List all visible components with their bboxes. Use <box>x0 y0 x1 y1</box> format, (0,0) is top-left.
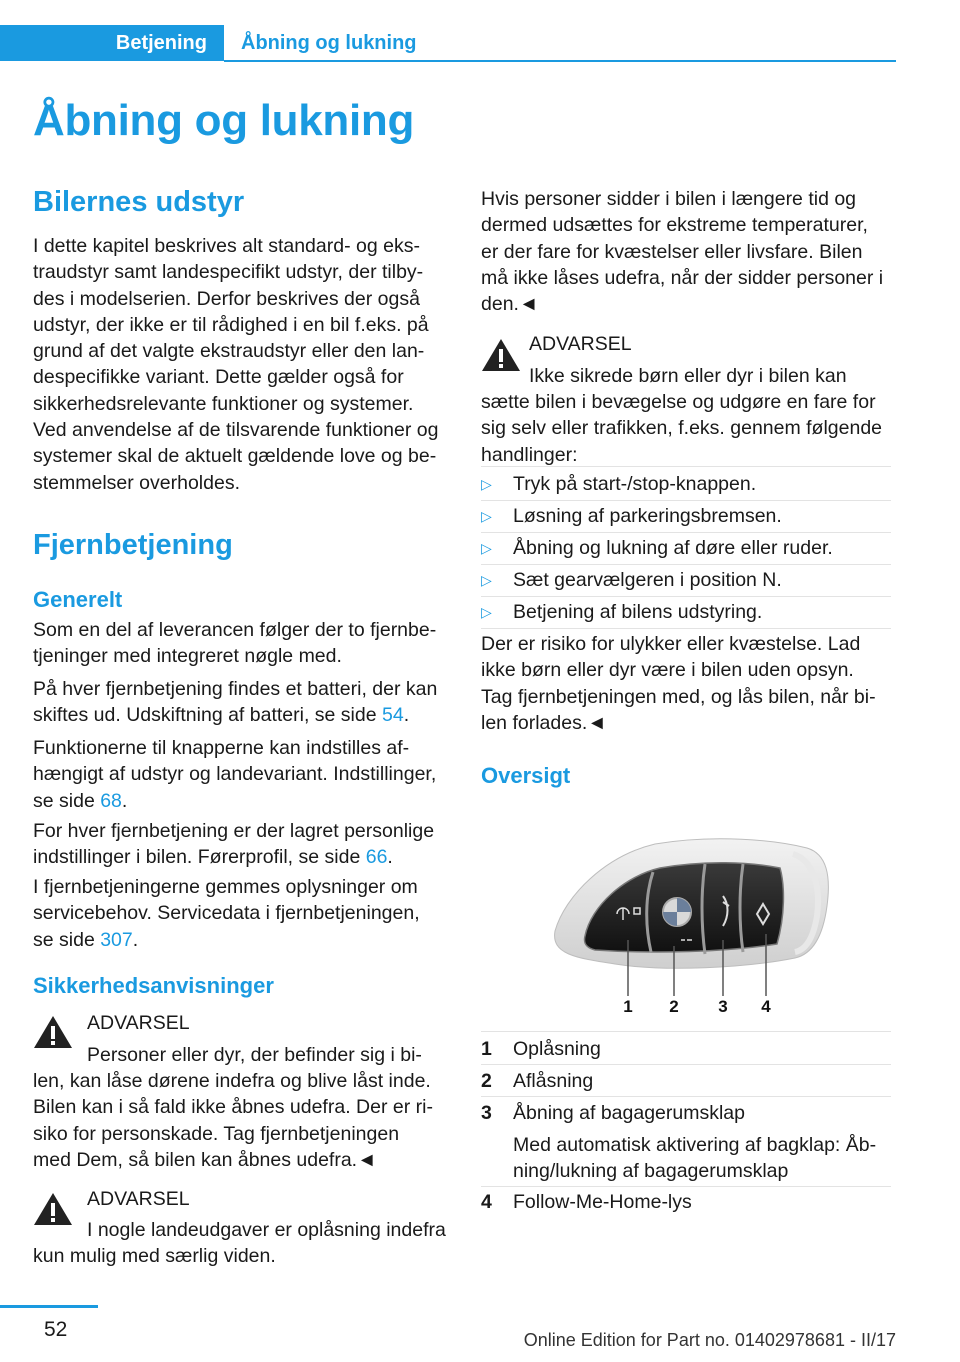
legend-text: Follow-Me-Home-lys <box>513 1191 692 1213</box>
text-span: indstillinger i bilen. Førerprofil, se side <box>33 846 366 869</box>
divider <box>481 532 891 533</box>
divider <box>481 500 891 501</box>
text-line: Funktionerne til knapperne kan indstilles af‐ <box>33 737 410 759</box>
text-line: stemmelser overholdes. <box>33 471 240 494</box>
page-link[interactable]: 66 <box>365 846 388 869</box>
legend-text: Åbning af bagagerumsklap <box>513 1102 745 1124</box>
warning-label: ADVARSEL <box>529 333 632 355</box>
warning-label: ADVARSEL <box>87 1188 190 1210</box>
key-fob-illustration <box>545 836 835 1016</box>
callout-1: 1 <box>623 997 633 1016</box>
text-line: siko for personskade. Tag fjernbetjeningen <box>33 1122 400 1145</box>
triangle-bullet-icon: ▷ <box>481 508 492 524</box>
divider <box>481 1064 891 1065</box>
generelt-p3 <box>33 735 453 814</box>
text-line: despecifikke variant. Dette gælder også for <box>33 366 404 389</box>
text-line: dermed udsættes for ekstreme temperaturer, <box>481 214 868 237</box>
text-line: Der er risiko for ulykker eller kvæstelse. Lad <box>481 633 861 655</box>
text-line: kun mulig med særlig viden. <box>33 1245 276 1267</box>
text-line: des i modelserien. Derfor beskrives der også <box>33 287 420 310</box>
callout-3: 3 <box>718 997 728 1016</box>
legend-text: Aflåsning <box>513 1070 594 1092</box>
divider <box>481 564 891 565</box>
warning-first-line: Ikke sikrede børn eller dyr i bilen kan <box>529 365 847 387</box>
generelt-p2 <box>33 676 453 729</box>
text-line: ikke børn eller dyr være i bilen uden opsyn. <box>481 659 854 682</box>
fjernbetjening-heading: Fjernbetjening <box>33 529 233 561</box>
text-span: se side <box>33 928 101 951</box>
text-line: med Dem, så bilen kan åbnes udefra.◄ <box>33 1148 377 1171</box>
divider <box>481 596 891 597</box>
text-line: len forlades.◄ <box>481 711 607 734</box>
generelt-p1 <box>33 617 453 670</box>
divider <box>481 466 891 467</box>
warning-body <box>481 389 895 468</box>
text-line: udstyr, der ikke er til rådighed i en bil f.eks. på <box>33 313 429 336</box>
legend-number: 2 <box>481 1070 492 1092</box>
page-title: Åbning og lukning <box>33 96 415 145</box>
divider <box>481 1096 891 1097</box>
warning-icon <box>480 336 522 374</box>
text-span: se side <box>33 789 101 812</box>
page-link[interactable]: 68 <box>100 789 122 812</box>
legend-text: ning/lukning af bagagerumsklap <box>513 1160 789 1182</box>
warning-first-line: I nogle landeudgaver er oplåsning indefra <box>87 1219 446 1241</box>
text-line: hængigt af udstyr og landevariant. Indstillinger, <box>33 763 437 786</box>
bilernes-heading: Bilernes udstyr <box>33 186 245 218</box>
divider <box>481 1031 891 1032</box>
callout-4: 4 <box>761 997 771 1016</box>
header-divider <box>224 60 896 62</box>
after-paragraph <box>481 631 901 736</box>
text-line: skiftes ud. Udskiftning af batteri, se side 54. <box>33 704 410 727</box>
warning-body <box>33 1068 453 1173</box>
legend-text: Oplåsning <box>513 1038 601 1060</box>
text-line: indstillinger i bilen. Førerprofil, se side 66. <box>33 846 393 869</box>
generelt-heading: Generelt <box>33 587 123 612</box>
list-item-text: Løsning af parkeringsbremsen. <box>513 505 782 527</box>
oversigt-heading: Oversigt <box>481 763 571 788</box>
legend-number: 3 <box>481 1102 492 1124</box>
text-line: se side 68. <box>33 789 128 812</box>
subsection-tab[interactable]: Åbning og lukning <box>241 31 417 54</box>
edition-note: Online Edition for Part no. 01402978681 - II/17 <box>523 1330 896 1350</box>
text-line: I fjernbetjeningerne gemmes oplysninger om <box>33 876 418 898</box>
triangle-bullet-icon: ▷ <box>481 540 492 556</box>
legend-number: 1 <box>481 1038 492 1060</box>
text-line: len, kan låse dørene indefra og blive låst inde. <box>33 1070 431 1092</box>
text-line: grund af det valgte ekstraudstyr eller den lan‐ <box>33 340 425 363</box>
text-line: den.◄ <box>481 293 539 316</box>
text-line: For hver fjernbetjening er der lagret personlige <box>33 820 435 842</box>
text-line: må ikke låses udefra, når der sidder personer i <box>481 266 884 289</box>
section-tab[interactable]: Betjening <box>0 25 224 61</box>
list-item-text: Betjening af bilens udstyring. <box>513 601 763 623</box>
text-line: Som en del af leverancen følger der to fjernbe‐ <box>33 619 437 641</box>
callout-2: 2 <box>669 997 679 1016</box>
page-number: 52 <box>44 1318 68 1341</box>
text-line: sig selv eller trafikken, f.eks. gennem følgende <box>481 417 883 440</box>
list-item-text: Tryk på start-/stop-knappen. <box>513 473 757 495</box>
continued-paragraph <box>481 186 901 317</box>
warning-icon <box>32 1190 74 1228</box>
triangle-bullet-icon: ▷ <box>481 572 492 588</box>
warning-first-line: Personer eller dyr, der befinder sig i bi‐ <box>87 1044 422 1066</box>
text-line: tjeninger med integreret nøgle med. <box>33 645 342 668</box>
text-line: I dette kapitel beskrives alt standard- og eks‐ <box>33 235 420 257</box>
text-line: Tag fjernbetjeningen med, og lås bilen, når bi‐ <box>481 685 876 708</box>
text-line: Bilen kan i så fald ikke åbnes udefra. Der er ri‐ <box>33 1096 433 1119</box>
footer-rule <box>0 1305 98 1308</box>
text-line: sætte bilen i bevægelse og udgøre en fare for <box>481 391 876 413</box>
text-span: skiftes ud. Udskiftning af batteri, se side <box>33 704 383 727</box>
text-line: Ved anvendelse af de tilsvarende funktioner og <box>33 419 439 442</box>
divider <box>481 628 891 629</box>
generelt-p4 <box>33 818 453 871</box>
legend-number: 4 <box>481 1191 492 1213</box>
text-line: er der fare for kvæstelser eller livsfare. Bilen <box>481 240 863 263</box>
legend-text: Med automatisk aktivering af bagklap: Åb‐ <box>513 1134 877 1156</box>
list-item-text: Sæt gearvælgeren i position N. <box>513 569 782 591</box>
warning-label: ADVARSEL <box>87 1012 190 1034</box>
text-line: På hver fjernbetjening findes et batteri, der kan <box>33 678 438 700</box>
triangle-bullet-icon: ▷ <box>481 604 492 620</box>
header-bar <box>0 0 960 62</box>
bilernes-paragraph <box>33 233 453 496</box>
page-link[interactable]: 307 <box>100 928 133 951</box>
text-line: sikkerhedsrelevante funktioner og systemer. <box>33 392 414 415</box>
warning-body <box>33 1243 453 1269</box>
divider <box>481 1186 891 1187</box>
text-line: se side 307. <box>33 928 139 951</box>
text-line: systemer skal de aktuelt gældende love og be‐ <box>33 445 437 468</box>
page-link[interactable]: 54 <box>382 704 404 727</box>
warning-icon <box>32 1013 74 1051</box>
generelt-p5 <box>33 874 453 953</box>
text-line: traudstyr samt landespecifikt udstyr, der tilby‐ <box>33 261 424 284</box>
text-line: handlinger: <box>481 443 578 466</box>
text-line: servicebehov. Servicedata i fjernbetjeningen, <box>33 902 420 925</box>
sikkerhed-heading: Sikkerhedsanvisninger <box>33 973 274 998</box>
list-item-text: Åbning og lukning af døre eller ruder. <box>513 537 833 559</box>
text-line: Hvis personer sidder i bilen i længere tid og <box>481 188 857 210</box>
triangle-bullet-icon: ▷ <box>481 476 492 492</box>
